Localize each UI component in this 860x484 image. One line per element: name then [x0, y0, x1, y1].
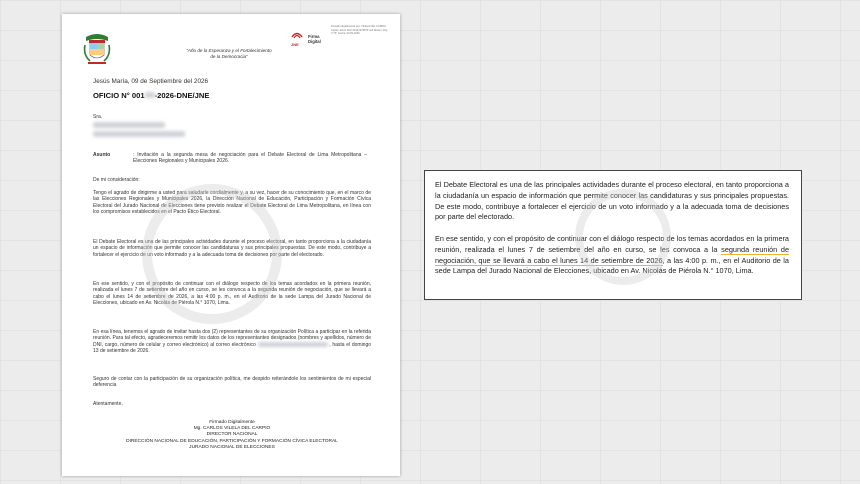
letter-paragraph-2: El Debate Electoral es una de las principales actividades durante el proceso electoral, en tanto proporciona a la ciudadanía un espacio de información que permite conocer las candidaturas y sus principales propuestas. De este modo, contribuye a fortalecer el ejercicio de un voto informado y a la adecuada toma de decisiones por parte del electorado.	[93, 239, 371, 258]
closing: Atentamente,	[93, 401, 123, 407]
letter-paragraph-1: Tengo el agrado de dirigirme a usted para saludarle cordialmente y, a su vez, hacer de su conocimiento que, en el marco de las Elecciones Regionales y Municipales 2026, la Dirección Nacional de Educación, Participación y Formación Cívica Electoral del Jurado Nacional de Elecciones tiene previsto realizar el Debate Electoral de Lima Metropolitana, en línea con los compromisos establecidos en el Pacto Ético Electoral.	[93, 190, 371, 216]
redacted-recipient-name	[93, 122, 165, 128]
asunto-label: Asunto	[93, 152, 111, 158]
digital-signature-stamp: Firmado digitalmente por: VILELA DEL CARPIO Carlos Jesús FAU 20131378972 soft Motivo: Doy V° B° Fecha: 09.09.2026	[331, 25, 388, 36]
letter-paragraph-5: Seguro de contar con la participación de su organización política, me despido reiterándole los sentimientos de mi especial deferencia	[93, 376, 371, 389]
firma-digital-label: Firma Digital	[308, 34, 321, 44]
watermark-icon	[142, 184, 282, 324]
year-motto-line2: de la Democracia”	[210, 53, 248, 59]
official-letter	[62, 14, 400, 476]
redacted-recipient-address	[93, 131, 185, 137]
zoom-paragraph-2: En ese sentido, y con el propósito de continuar con el diálogo respecto de los temas acordados en la primera reunión, realizada el lunes 7 de setiembre del año en curso, se les convoca a la segunda reunión de negociación, que se llevará a cabo el lunes 14 de setiembre de 2026, a las 4:00 p. m., en el Auditorio de la sede Lampa del Jurado Nacional de Elecciones, ubicado en Av. Nicolás de Piérola N.° 1070, Lima.	[435, 234, 790, 276]
peru-coat-of-arms-icon	[83, 31, 111, 67]
letter-paragraph-3: En ese sentido, y con el propósito de continuar con el diálogo respecto de los temas acordados en la primera reunión, realizada el lunes 7 de setiembre del año en curso, se les convoca a la segunda reunión de negociación, que se llevará a cabo el lunes 14 de setiembre de 2026, a las 4:00 p. m., en el Auditorio de la sede Lampa del Jurado Nacional de Elecciones, ubicado en Av. Nicolás de Piérola N.° 1070, Lima.	[93, 281, 371, 307]
signature-block: Firmado Digitalmente Mg. CARLOS VILELA DEL CARPIO DIRECTOR NACIONAL DIRECCIÓN NACIONAL DE EDUCACIÓN, PARTICIPACIÓN Y FORMACIÓN CÍVICA ELECTORAL JURADO NACIONAL DE ELECCIONES	[126, 420, 338, 450]
zoomed-excerpt	[424, 170, 802, 300]
zoom-paragraph-1: El Debate Electoral es una de las principales actividades durante el proceso electoral, en tanto proporciona a la ciudadanía un espacio de información que permite conocer las candidaturas y sus principales propuestas. De este modo, contribuye a fortalecer el ejercicio de un voto informado y a la adecuada toma de decisiones por parte del electorado.	[435, 180, 789, 222]
place-date: Jesús María, 09 de Septiembre del 2026	[93, 78, 209, 85]
asunto-text: : Invitación a la segunda mesa de negociación para el Debate Electoral de Lima Metropolitana – Elecciones Regionales y Municipales 2026.	[133, 152, 367, 165]
jne-logo-text: JNE	[291, 42, 299, 47]
oficio-number: OFICIO N° 001 -2026-DNE/JNE	[93, 91, 210, 100]
redacted-email	[258, 342, 328, 347]
letter-paragraph-4: En esa línea, tenemos el agrado de invitar hasta dos (2) representantes de su organización Política a participar en la referida reunión. Para tal efecto, agradeceremos remitir los datos de los representantes designados (nombres y apellidos, número de DNI, cargo, número de celular y correo electrónico) al correo electrónico , hasta el domingo 13 de setiembre de 2026.	[93, 329, 372, 355]
salutation: De mi consideración:	[93, 177, 140, 183]
year-motto-line1: “Año de la Esperanza y el Fortalecimiento	[186, 48, 272, 53]
highlighted-meeting-date: segunda reunión de negociación, que se llevará a cabo el lunes 14 de setiembre de 2026	[435, 244, 790, 265]
watermark-icon	[575, 189, 671, 285]
recipient-prefix: Sra.	[93, 114, 103, 120]
